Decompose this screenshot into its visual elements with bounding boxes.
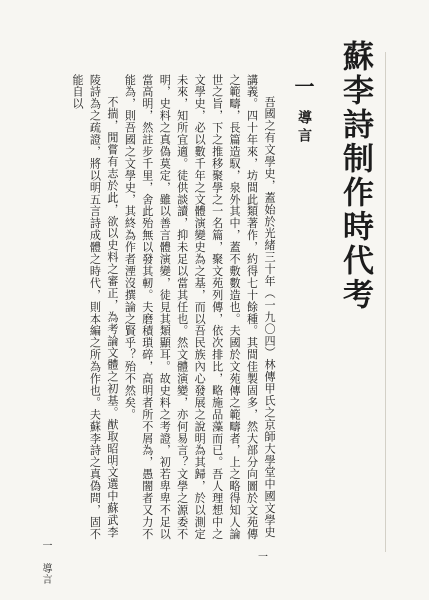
book-title: 蘇李詩制作時代考 [337, 40, 373, 312]
chapter-number: 一 [291, 76, 315, 96]
paragraph: 吾國之有文學史，蓋始於光緒三十年（一九〇四）林傳甲氏之京師大學堂中國文學史講義。四十年來，坊間此類著作，約得七十餘種。其間佳製固多，然大部分向圖於文苑傳之範疇，長篇造馭，泉外其中，蓋不敷數造也。夫國於文苑傳之範疇者，上之略得知人論世之旨，下之推移聚學之一名篇，聚文苑列傳，依次排比，略施品藻而已。吾人理想中之文學史，必以數千年之文體演變史為之基，而以吾民族內心發展之說明為其歸，於以測定未來，知所宜適。徒供談讀，抑未足以當其任也。然文體演變，亦何易言？文學之源委不明，史料之真偽莫定，雖以善言體演變，徒見其類顯耳。故史料之考證，初若卑卑不足以當高明，然註步千里，舍此殆無以發其軔。夫磨積瑣碎，高明者所不屑為，愚闇者又力不能為，則吾國之文學史，其終為作者湮沒撰論之賢乎？殆不然矣。 [123, 74, 276, 541]
running-footer: 一 導言 [40, 540, 51, 585]
right-rule [385, 52, 386, 552]
chapter-title: 導言 [296, 110, 312, 146]
body-text [68, 74, 278, 544]
paragraph: 不揣，閒嘗有志於此，欲以史料之審正，為考論文體之初基。猷取昭明文選中蘇武李陵詩為之疏證，將以明五言詩成體之時代，則本編之所為作也。夫蘇李詩之真偽問，固不能自以 [71, 74, 119, 541]
page-number: 一 [258, 552, 268, 563]
